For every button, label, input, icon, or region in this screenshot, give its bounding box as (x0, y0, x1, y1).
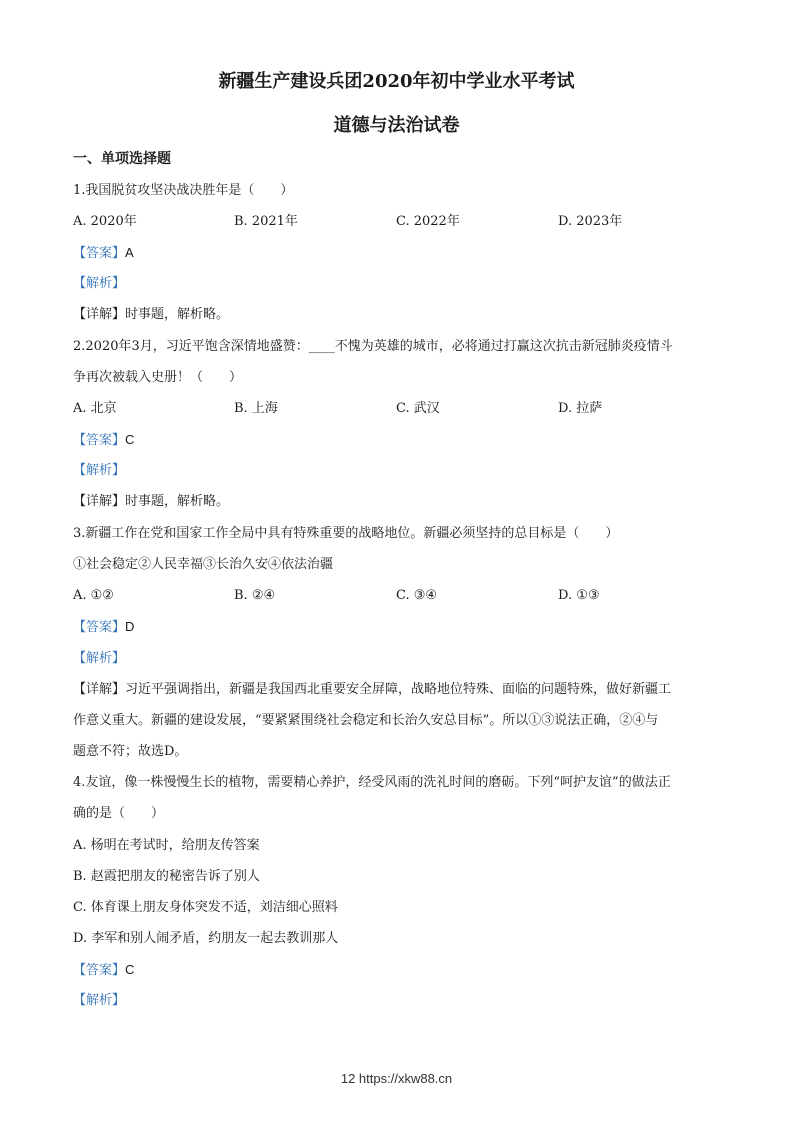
q3-analysis (73, 649, 125, 669)
analysis-label: 【解析】 (73, 993, 126, 1008)
analysis-label: 【解析】 (73, 276, 126, 291)
detail-label: 【详解】 (73, 682, 126, 697)
q2-detail (73, 492, 229, 512)
q3-detail-line1 (73, 680, 671, 700)
q3-option-d: D. ①③ (558, 588, 600, 603)
q1-answer (73, 243, 134, 264)
detail-text: 习近平强调指出，新疆是我国西北重要安全屏障，战略地位特殊、面临的问题特殊，做好新疆工 (125, 682, 672, 697)
q2-answer (73, 430, 134, 451)
answer-value: D (125, 619, 135, 634)
page-title: 新疆生产建设兵团2020年初中学业水平考试 (218, 71, 575, 92)
q4-analysis (73, 991, 125, 1011)
q4-option-b: B. 赵霞把朋友的秘密告诉了别人 (73, 869, 260, 884)
answer-label: 【答案】 (73, 433, 126, 448)
q3-option-c: C. ③④ (396, 588, 438, 603)
answer-value: C (125, 432, 135, 447)
question-1-stem: 1.我国脱贫攻坚决战决胜年是（ ） (73, 183, 294, 198)
answer-value: C (125, 962, 135, 977)
q2-option-a: A. 北京 (73, 401, 117, 416)
q4-option-c: C. 体育课上朋友身体突发不适，刘洁细心照料 (73, 900, 338, 915)
question-2-stem-line2: 争再次被载入史册！（ ） (73, 370, 243, 385)
detail-label: 【详解】 (73, 494, 126, 509)
q2-option-c: C. 武汉 (396, 401, 440, 416)
answer-label: 【答案】 (73, 963, 126, 978)
answer-label: 【答案】 (73, 620, 126, 635)
question-2-stem-line1: 2.2020年3月，习近平饱含深情地盛赞：____不愧为英雄的城市，必将通过打赢这次抗击新冠肺炎疫情斗 (73, 339, 673, 354)
page-footer: 12 https://xkw88.cn (340, 1071, 453, 1086)
section-heading: 一、单项选择题 (73, 151, 171, 167)
q3-detail-line2: 作意义重大。新疆的建设发展，“要紧紧围绕社会稳定和长治久安总目标”。所以①③说法正确，②④与 (73, 713, 659, 728)
q1-option-c: C. 2022年 (396, 214, 460, 229)
q2-option-d: D. 拉萨 (558, 401, 603, 416)
q2-analysis (73, 461, 125, 481)
q3-answer (73, 617, 134, 638)
q4-option-d: D. 李军和别人闹矛盾，约朋友一起去教训那人 (73, 931, 339, 946)
question-3-stem: 3.新疆工作在党和国家工作全局中具有特殊重要的战略地位。新疆必须坚持的总目标是（ ） (73, 526, 619, 541)
question-3-items: ①社会稳定②人民幸福③长治久安④依法治疆 (73, 557, 334, 572)
q2-option-b: B. 上海 (234, 401, 278, 416)
question-4-stem-line2: 确的是（ ） (73, 806, 165, 821)
q1-option-b: B. 2021年 (234, 214, 298, 229)
question-4-stem-line1: 4.友谊，像一株慢慢生长的植物，需要精心养护，经受风雨的洗礼时间的磨砺。下列“呵护友谊”的做法正 (73, 775, 671, 790)
q1-detail (73, 305, 229, 325)
answer-value: A (125, 245, 134, 260)
detail-label: 【详解】 (73, 307, 126, 322)
q4-option-a: A. 杨明在考试时，给朋友传答案 (73, 838, 260, 853)
q1-option-d: D. 2023年 (558, 214, 623, 229)
q3-detail-line3: 题意不符；故选D。 (73, 744, 188, 759)
analysis-label: 【解析】 (73, 651, 126, 666)
detail-text: 时事题，解析略。 (125, 307, 230, 322)
q1-analysis (73, 274, 125, 294)
answer-label: 【答案】 (73, 246, 126, 261)
q3-option-a: A. ①② (73, 588, 114, 603)
page-subtitle: 道德与法治试卷 (333, 115, 460, 136)
detail-text: 时事题，解析略。 (125, 494, 230, 509)
analysis-label: 【解析】 (73, 463, 126, 478)
q1-option-a: A. 2020年 (73, 214, 137, 229)
q3-option-b: B. ②④ (234, 588, 276, 603)
q4-answer (73, 960, 134, 981)
